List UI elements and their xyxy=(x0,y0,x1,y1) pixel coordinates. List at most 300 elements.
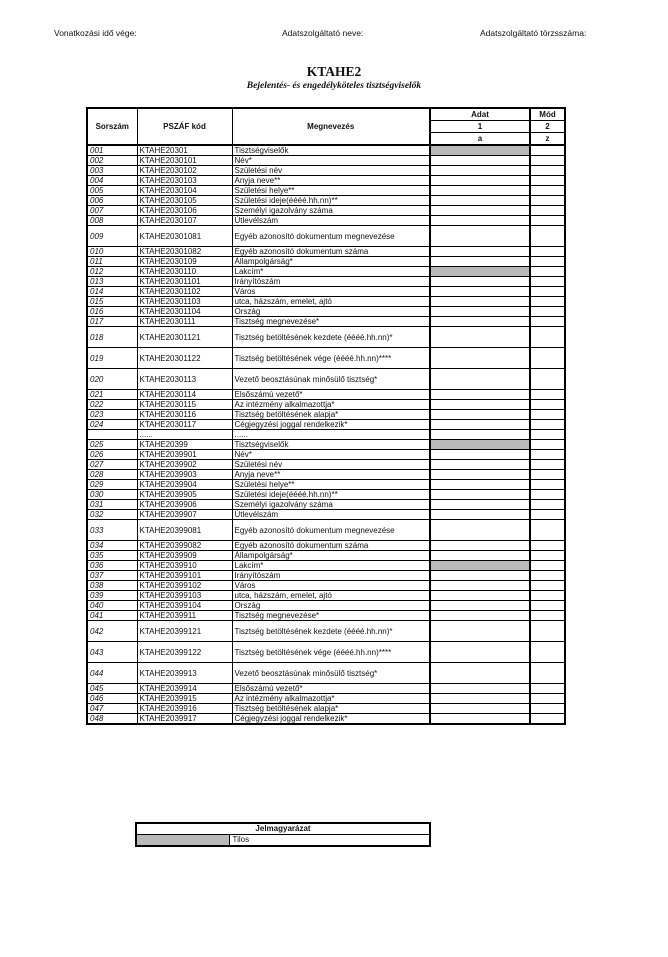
row-number: 020 xyxy=(87,369,137,390)
cell-mod[interactable] xyxy=(530,400,565,410)
row-code: KTAHE20301104 xyxy=(137,307,232,317)
row-number: 017 xyxy=(87,317,137,327)
row-name: Lakcím* xyxy=(232,267,430,277)
cell-mod[interactable] xyxy=(530,257,565,267)
table-row xyxy=(87,257,565,267)
cell-mod[interactable] xyxy=(530,694,565,704)
row-code: KTAHE2030116 xyxy=(137,410,232,420)
row-number: 019 xyxy=(87,348,137,369)
row-name: Lakcím* xyxy=(232,561,430,571)
cell-adat[interactable] xyxy=(430,460,530,470)
row-code: KTAHE2030109 xyxy=(137,257,232,267)
row-number: 004 xyxy=(87,176,137,186)
row-number: 043 xyxy=(87,642,137,663)
table-row xyxy=(87,348,565,369)
cell-adat[interactable] xyxy=(430,430,530,440)
cell-mod[interactable] xyxy=(530,591,565,601)
row-number: 001 xyxy=(87,145,137,156)
table-row xyxy=(87,287,565,297)
cell-mod[interactable] xyxy=(530,450,565,460)
row-number: 002 xyxy=(87,156,137,166)
cell-mod[interactable] xyxy=(530,145,565,156)
cell-mod[interactable] xyxy=(530,176,565,186)
row-name: Tisztség betöltésének vége (éééé.hh.nn)**** xyxy=(232,642,430,663)
row-number: 022 xyxy=(87,400,137,410)
col-header-mod: Mód xyxy=(530,108,565,121)
cell-mod[interactable] xyxy=(530,327,565,348)
row-code: KTAHE2039902 xyxy=(137,460,232,470)
cell-mod[interactable] xyxy=(530,186,565,196)
row-number: 047 xyxy=(87,704,137,714)
table-row xyxy=(87,166,565,176)
table-row xyxy=(87,642,565,663)
row-code: KTAHE20399103 xyxy=(137,591,232,601)
row-code: KTAHE2030101 xyxy=(137,156,232,166)
row-code: KTAHE20301082 xyxy=(137,247,232,257)
cell-adat[interactable] xyxy=(430,166,530,176)
cell-mod[interactable] xyxy=(530,642,565,663)
row-number: 010 xyxy=(87,247,137,257)
row-code: KTAHE20301101 xyxy=(137,277,232,287)
row-code: KTAHE2039916 xyxy=(137,704,232,714)
data-table xyxy=(86,107,566,725)
row-code: KTAHE2039907 xyxy=(137,510,232,520)
col-header-kod: PSZÁF kód xyxy=(137,108,232,145)
legend-table xyxy=(135,822,431,847)
row-code: KTAHE20301081 xyxy=(137,226,232,247)
table-row xyxy=(87,541,565,551)
row-code: KTAHE2039910 xyxy=(137,561,232,571)
row-code: KTAHE20399082 xyxy=(137,541,232,551)
table-row xyxy=(87,226,565,247)
row-name: Egyéb azonosító dokumentum száma xyxy=(232,541,430,551)
row-code: KTAHE20399101 xyxy=(137,571,232,581)
cell-mod[interactable] xyxy=(530,561,565,571)
row-name: Tisztségviselők xyxy=(232,440,430,450)
table-row xyxy=(87,520,565,541)
row-name: Születési név xyxy=(232,166,430,176)
row-code: KTAHE2030103 xyxy=(137,176,232,186)
table-row xyxy=(87,420,565,430)
table-row xyxy=(87,176,565,186)
table-row xyxy=(87,307,565,317)
row-name: Név* xyxy=(232,450,430,460)
legend-swatch-grey xyxy=(136,835,229,847)
row-code: KTAHE2039905 xyxy=(137,490,232,500)
col-header-adat: Adat xyxy=(430,108,530,121)
cell-mod[interactable] xyxy=(530,307,565,317)
row-code: KTAHE2030115 xyxy=(137,400,232,410)
cell-mod[interactable] xyxy=(530,500,565,510)
row-number: 036 xyxy=(87,561,137,571)
row-number: 034 xyxy=(87,541,137,551)
row-name: Elsőszámú vezető* xyxy=(232,390,430,400)
cell-mod[interactable] xyxy=(530,520,565,541)
cell-adat[interactable] xyxy=(430,216,530,226)
row-name: Az intézmény alkalmazottja* xyxy=(232,694,430,704)
cell-mod[interactable] xyxy=(530,704,565,714)
row-number: 024 xyxy=(87,420,137,430)
cell-adat[interactable] xyxy=(430,450,530,460)
row-name: Tisztség megnevezése* xyxy=(232,317,430,327)
row-number: 026 xyxy=(87,450,137,460)
table-row xyxy=(87,186,565,196)
row-number: 040 xyxy=(87,601,137,611)
legend-title: Jelmagyarázat xyxy=(136,823,430,835)
row-number: 041 xyxy=(87,611,137,621)
row-code: KTAHE20301 xyxy=(137,145,232,156)
table-row xyxy=(87,145,565,156)
row-name: Születési ideje(éééé.hh.nn)** xyxy=(232,196,430,206)
cell-adat[interactable] xyxy=(430,307,530,317)
row-number: 037 xyxy=(87,571,137,581)
page-title: KTAHE2 xyxy=(306,64,362,79)
table-row xyxy=(87,327,565,348)
row-number: 016 xyxy=(87,307,137,317)
legend-label-tilos: Tilos xyxy=(229,835,430,847)
row-number: 014 xyxy=(87,287,137,297)
cell-adat[interactable] xyxy=(430,621,530,642)
row-number: 003 xyxy=(87,166,137,176)
row-number: 045 xyxy=(87,684,137,694)
table-row xyxy=(87,410,565,420)
table-row xyxy=(87,510,565,520)
cell-adat[interactable] xyxy=(430,410,530,420)
row-code: KTAHE2039911 xyxy=(137,611,232,621)
row-code: KTAHE2039914 xyxy=(137,684,232,694)
row-number: 009 xyxy=(87,226,137,247)
cell-mod[interactable] xyxy=(530,226,565,247)
cell-adat[interactable] xyxy=(430,581,530,591)
cell-mod[interactable] xyxy=(530,460,565,470)
row-name: Állampolgárság* xyxy=(232,257,430,267)
col-header-sorszam: Sorszám xyxy=(87,108,137,145)
row-number: 015 xyxy=(87,297,137,307)
cell-mod[interactable] xyxy=(530,621,565,642)
cell-adat[interactable] xyxy=(430,480,530,490)
row-name: Tisztségviselők xyxy=(232,145,430,156)
row-number: 028 xyxy=(87,470,137,480)
cell-adat[interactable] xyxy=(430,551,530,561)
header-provider-id: Adatszolgáltató törzsszáma: xyxy=(480,28,587,38)
cell-mod[interactable] xyxy=(530,714,565,725)
row-code: KTAHE2039901 xyxy=(137,450,232,460)
cell-mod[interactable] xyxy=(530,510,565,520)
table-row xyxy=(87,440,565,450)
row-number: 011 xyxy=(87,257,137,267)
table-row xyxy=(87,551,565,561)
row-code: KTAHE2039904 xyxy=(137,480,232,490)
row-name: Irányítószám xyxy=(232,571,430,581)
row-name: Állampolgárság* xyxy=(232,551,430,561)
row-code: KTAHE2030113 xyxy=(137,369,232,390)
row-name: Ország xyxy=(232,601,430,611)
cell-mod[interactable] xyxy=(530,369,565,390)
cell-adat[interactable] xyxy=(430,663,530,684)
cell-adat[interactable] xyxy=(430,420,530,430)
row-number: 038 xyxy=(87,581,137,591)
row-name: Útlevélszám xyxy=(232,510,430,520)
row-name: Születési név xyxy=(232,460,430,470)
row-number: 012 xyxy=(87,267,137,277)
cell-adat[interactable] xyxy=(430,186,530,196)
table-row xyxy=(87,369,565,390)
row-name: Tisztség betöltésének kezdete (éééé.hh.nn)* xyxy=(232,621,430,642)
cell-mod[interactable] xyxy=(530,551,565,561)
cell-adat[interactable] xyxy=(430,327,530,348)
cell-adat[interactable] xyxy=(430,642,530,663)
cell-mod[interactable] xyxy=(530,156,565,166)
table-row xyxy=(87,581,565,591)
cell-mod[interactable] xyxy=(530,277,565,287)
row-code: ...... xyxy=(137,430,232,440)
row-number: 030 xyxy=(87,490,137,500)
cell-adat xyxy=(430,267,530,277)
cell-adat[interactable] xyxy=(430,714,530,725)
row-number: 006 xyxy=(87,196,137,206)
row-number: 048 xyxy=(87,714,137,725)
cell-mod[interactable] xyxy=(530,267,565,277)
row-name: Vezető beosztásúnak minősülő tisztség* xyxy=(232,663,430,684)
row-name: Irányítószám xyxy=(232,277,430,287)
row-code: KTAHE2030105 xyxy=(137,196,232,206)
row-name: Vezető beosztásúnak minősülő tisztség* xyxy=(232,369,430,390)
row-name: Város xyxy=(232,287,430,297)
col-header-megnevezes: Megnevezés xyxy=(232,108,430,145)
row-code: KTAHE2030110 xyxy=(137,267,232,277)
row-number: 018 xyxy=(87,327,137,348)
cell-adat[interactable] xyxy=(430,510,530,520)
cell-adat[interactable] xyxy=(430,257,530,267)
cell-mod[interactable] xyxy=(530,297,565,307)
row-name: Tisztség betöltésének alapja* xyxy=(232,704,430,714)
cell-mod[interactable] xyxy=(530,440,565,450)
cell-mod[interactable] xyxy=(530,410,565,420)
row-name: Személyi igazolvány száma xyxy=(232,206,430,216)
table-row xyxy=(87,480,565,490)
cell-mod[interactable] xyxy=(530,206,565,216)
cell-adat[interactable] xyxy=(430,400,530,410)
cell-adat[interactable] xyxy=(430,611,530,621)
row-name: Születési helye** xyxy=(232,480,430,490)
cell-adat[interactable] xyxy=(430,196,530,206)
table-row xyxy=(87,247,565,257)
col-number-mod: 2 xyxy=(530,121,565,133)
row-name: Egyéb azonosító dokumentum megnevezése xyxy=(232,226,430,247)
table-row xyxy=(87,663,565,684)
table-row xyxy=(87,196,565,206)
table-row xyxy=(87,317,565,327)
row-number: 032 xyxy=(87,510,137,520)
row-name: Cégjegyzési joggal rendelkezik* xyxy=(232,714,430,725)
table-row xyxy=(87,400,565,410)
row-code: KTAHE2030102 xyxy=(137,166,232,176)
cell-adat[interactable] xyxy=(430,591,530,601)
table-row xyxy=(87,591,565,601)
table-row xyxy=(87,684,565,694)
row-number xyxy=(87,430,137,440)
row-code: KTAHE20301122 xyxy=(137,348,232,369)
cell-adat[interactable] xyxy=(430,226,530,247)
row-code: KTAHE2039913 xyxy=(137,663,232,684)
row-name: Születési helye** xyxy=(232,186,430,196)
row-code: KTAHE20399 xyxy=(137,440,232,450)
table-row xyxy=(87,601,565,611)
row-name: Tisztség betöltésének vége (éééé.hh.nn)**** xyxy=(232,348,430,369)
table-row xyxy=(87,460,565,470)
cell-adat[interactable] xyxy=(430,176,530,186)
cell-mod[interactable] xyxy=(530,390,565,400)
row-code: KTAHE20399102 xyxy=(137,581,232,591)
row-name: Egyéb azonosító dokumentum megnevezése xyxy=(232,520,430,541)
row-number: 023 xyxy=(87,410,137,420)
row-name: Város xyxy=(232,581,430,591)
cell-mod[interactable] xyxy=(530,430,565,440)
cell-adat[interactable] xyxy=(430,500,530,510)
cell-adat[interactable] xyxy=(430,470,530,480)
cell-adat[interactable] xyxy=(430,694,530,704)
row-number: 046 xyxy=(87,694,137,704)
cell-adat[interactable] xyxy=(430,297,530,307)
header-provider-name: Adatszolgáltató neve: xyxy=(282,28,364,38)
row-name: Születési ideje(éééé.hh.nn)** xyxy=(232,490,430,500)
cell-adat xyxy=(430,440,530,450)
row-code: KTAHE2030117 xyxy=(137,420,232,430)
cell-mod[interactable] xyxy=(530,611,565,621)
row-name: Egyéb azonosító dokumentum száma xyxy=(232,247,430,257)
cell-mod[interactable] xyxy=(530,287,565,297)
table-row xyxy=(87,470,565,480)
cell-adat[interactable] xyxy=(430,490,530,500)
cell-adat[interactable] xyxy=(430,156,530,166)
page-subtitle: Bejelentés- és engedélyköteles tisztségviselők xyxy=(246,81,422,91)
row-code: KTAHE2039906 xyxy=(137,500,232,510)
col-number-adat: 1 xyxy=(430,121,530,133)
row-name: Személyi igazolvány száma xyxy=(232,500,430,510)
table-row xyxy=(87,277,565,287)
cell-mod[interactable] xyxy=(530,581,565,591)
cell-adat[interactable] xyxy=(430,247,530,257)
row-name: Anyja neve** xyxy=(232,470,430,480)
row-number: 005 xyxy=(87,186,137,196)
row-number: 029 xyxy=(87,480,137,490)
cell-adat xyxy=(430,145,530,156)
row-code: KTAHE20301103 xyxy=(137,297,232,307)
row-name: Cégjegyzési joggal rendelkezik* xyxy=(232,420,430,430)
row-code: KTAHE20301102 xyxy=(137,287,232,297)
table-row xyxy=(87,390,565,400)
table-row xyxy=(87,156,565,166)
table-row xyxy=(87,714,565,725)
row-code: KTAHE20399104 xyxy=(137,601,232,611)
row-name: Tisztség betöltésének alapja* xyxy=(232,410,430,420)
table-row xyxy=(87,611,565,621)
row-name: Tisztség betöltésének kezdete (éééé.hh.nn)* xyxy=(232,327,430,348)
table-row xyxy=(87,561,565,571)
row-code: KTAHE2039909 xyxy=(137,551,232,561)
row-name: Útlevélszám xyxy=(232,216,430,226)
table-row xyxy=(87,216,565,226)
cell-mod[interactable] xyxy=(530,196,565,206)
row-name: Tisztség megnevezése* xyxy=(232,611,430,621)
table-row xyxy=(87,571,565,581)
cell-mod[interactable] xyxy=(530,601,565,611)
cell-adat[interactable] xyxy=(430,390,530,400)
table-row xyxy=(87,430,565,440)
row-code: KTAHE2030114 xyxy=(137,390,232,400)
col-letter-adat: a xyxy=(430,133,530,146)
cell-adat[interactable] xyxy=(430,520,530,541)
row-number: 039 xyxy=(87,591,137,601)
table-row xyxy=(87,297,565,307)
cell-adat[interactable] xyxy=(430,317,530,327)
row-name: Elsőszámú vezető* xyxy=(232,684,430,694)
row-number: 031 xyxy=(87,500,137,510)
row-number: 025 xyxy=(87,440,137,450)
table-row xyxy=(87,267,565,277)
row-number: 027 xyxy=(87,460,137,470)
cell-mod[interactable] xyxy=(530,684,565,694)
col-letter-mod: z xyxy=(530,133,565,146)
cell-mod[interactable] xyxy=(530,541,565,551)
cell-adat[interactable] xyxy=(430,206,530,216)
cell-mod[interactable] xyxy=(530,247,565,257)
row-code: KTAHE2039915 xyxy=(137,694,232,704)
row-code: KTAHE2039917 xyxy=(137,714,232,725)
table-row xyxy=(87,694,565,704)
cell-mod[interactable] xyxy=(530,571,565,581)
table-row xyxy=(87,704,565,714)
cell-adat[interactable] xyxy=(430,348,530,369)
table-row xyxy=(87,621,565,642)
row-name: Anyja neve** xyxy=(232,176,430,186)
row-number: 035 xyxy=(87,551,137,561)
row-code: KTAHE20399081 xyxy=(137,520,232,541)
cell-mod[interactable] xyxy=(530,480,565,490)
row-number: 044 xyxy=(87,663,137,684)
row-code: KTAHE20399121 xyxy=(137,621,232,642)
row-name: utca, házszám, emelet, ajtó xyxy=(232,297,430,307)
cell-adat[interactable] xyxy=(430,287,530,297)
cell-mod[interactable] xyxy=(530,470,565,480)
cell-mod[interactable] xyxy=(530,663,565,684)
cell-adat xyxy=(430,561,530,571)
cell-adat[interactable] xyxy=(430,541,530,551)
cell-mod[interactable] xyxy=(530,348,565,369)
row-name: ...... xyxy=(232,430,430,440)
row-code: KTAHE2030106 xyxy=(137,206,232,216)
cell-adat[interactable] xyxy=(430,601,530,611)
cell-mod[interactable] xyxy=(530,216,565,226)
cell-adat[interactable] xyxy=(430,684,530,694)
row-name: utca, házszám, emelet, ajtó xyxy=(232,591,430,601)
row-number: 021 xyxy=(87,390,137,400)
table-row xyxy=(87,490,565,500)
cell-adat[interactable] xyxy=(430,277,530,287)
cell-mod[interactable] xyxy=(530,166,565,176)
row-number: 013 xyxy=(87,277,137,287)
cell-adat[interactable] xyxy=(430,369,530,390)
cell-mod[interactable] xyxy=(530,490,565,500)
cell-mod[interactable] xyxy=(530,420,565,430)
cell-adat[interactable] xyxy=(430,571,530,581)
table-row xyxy=(87,206,565,216)
row-code: KTAHE2039903 xyxy=(137,470,232,480)
cell-adat[interactable] xyxy=(430,704,530,714)
row-number: 033 xyxy=(87,520,137,541)
row-number: 042 xyxy=(87,621,137,642)
cell-mod[interactable] xyxy=(530,317,565,327)
